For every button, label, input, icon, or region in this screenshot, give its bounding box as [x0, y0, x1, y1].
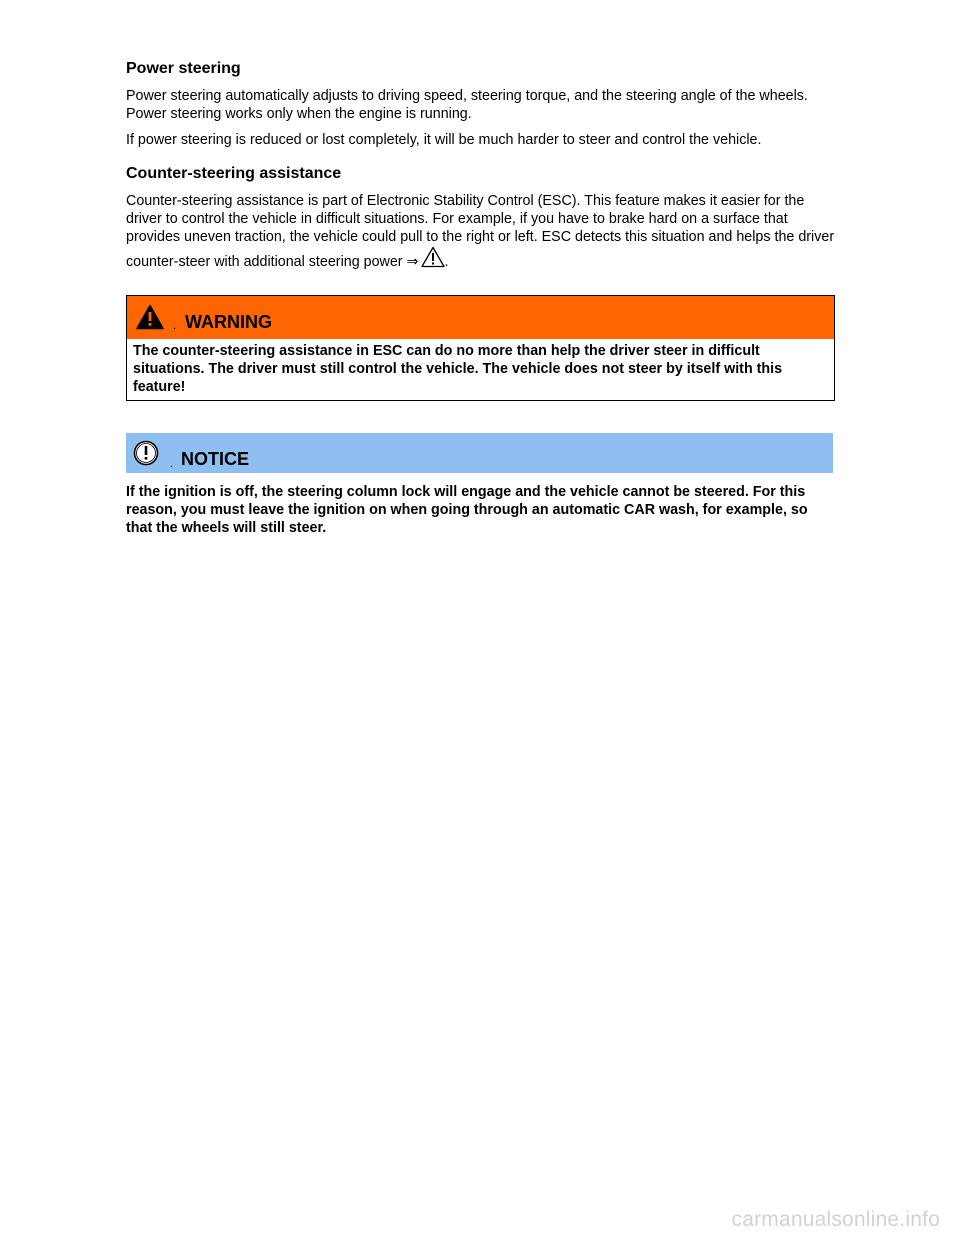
warning-title: WARNING	[185, 312, 272, 332]
warning-triangle-icon[interactable]	[421, 246, 445, 268]
notice-title: NOTICE	[181, 449, 250, 469]
paragraph: If power steering is reduced or lost completely, it will be much harder to steer and control the vehicle.	[126, 132, 762, 148]
manual-page	[126, 58, 836, 537]
warning-box	[126, 295, 835, 401]
header-dot: .	[173, 320, 177, 332]
header-dot: .	[170, 458, 174, 470]
warning-triangle-icon	[136, 304, 164, 330]
exclamation-circle-icon	[132, 439, 160, 467]
section-heading: Counter-steering assistance	[126, 165, 342, 182]
warning-header	[127, 296, 834, 339]
notice-text: If the ignition is off, the steering column lock will engage and the vehicle cannot be steered. For this reason, you must leave the ignition on when going through an automatic CAR wash, for example, so that the wheels will still steer.	[126, 484, 808, 536]
section-heading: Power steering	[126, 60, 241, 77]
notice-header	[126, 433, 833, 473]
section-counter-steering	[126, 163, 836, 271]
watermark: carmanualsonline.info	[731, 1208, 940, 1231]
paragraph: Power steering automatically adjusts to driving speed, steering torque, and the steering angle of the wheels. Power steering works only when the engine is running.	[126, 88, 808, 122]
paragraph	[126, 192, 836, 271]
section-power-steering	[126, 58, 836, 149]
paragraph-end: .	[444, 254, 449, 270]
notice-box	[126, 433, 833, 537]
warning-text: The counter-steering assistance in ESC can do no more than help the driver steer in difficult situations. The driver must still control the vehicle. The vehicle does not steer by itself with this feature!	[133, 343, 783, 395]
paragraph-text: Counter-steering assistance is part of Electronic Stability Control (ESC). This feature makes it easier for the driver to control the vehicle in difficult situations. For example, if you have to brake hard on a surface that provides uneven traction, the vehicle could pull to the right or left. ESC detects this situation and helps the driver counter-steer with additional steering power ⇒	[126, 193, 835, 270]
